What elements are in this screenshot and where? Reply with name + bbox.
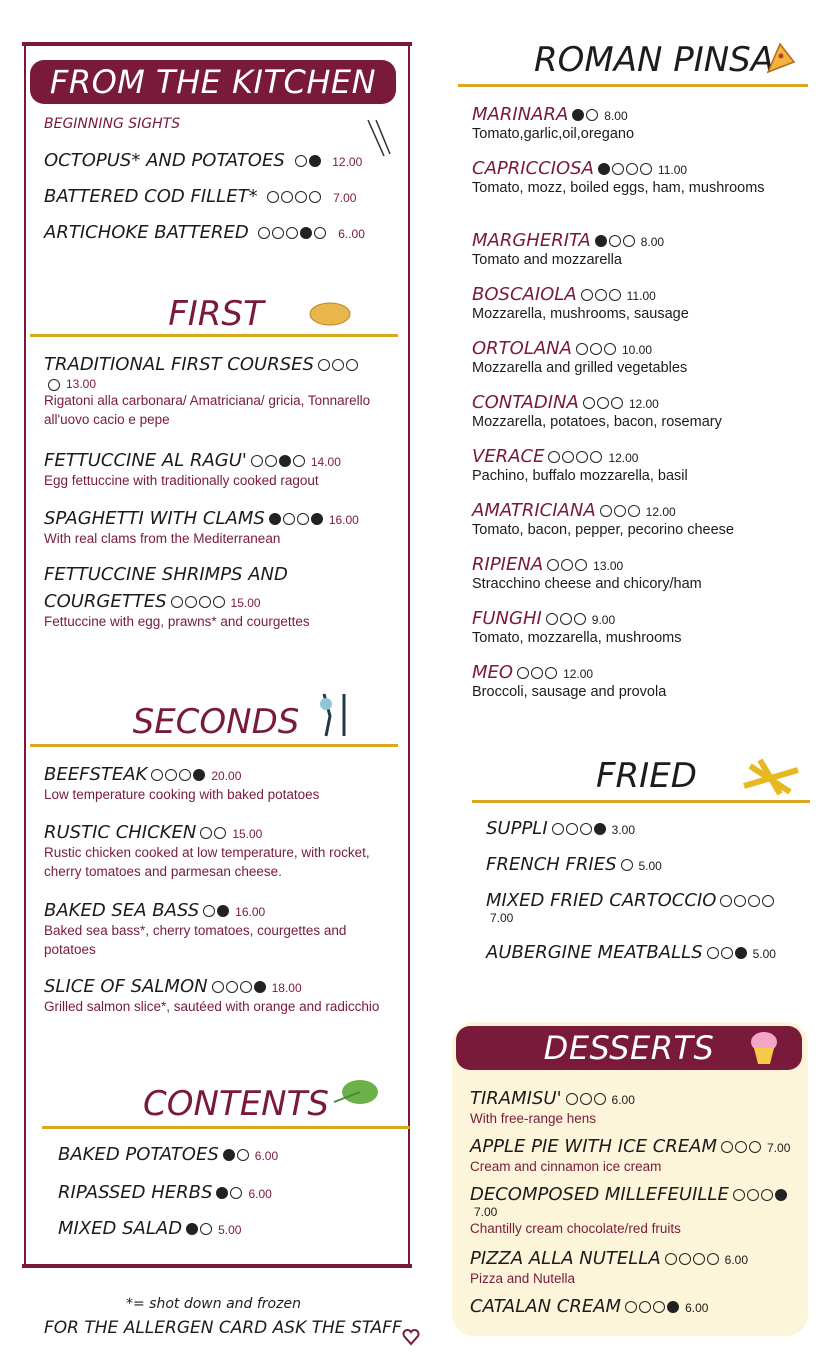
seconds-item: SLICE OF SALMON 18.00 Grilled salmon slice*, sautéed with orange and radicchio [44, 976, 380, 1014]
ravioli-icon [308, 300, 352, 328]
allergen-icons [251, 455, 305, 467]
allergen-icons [517, 667, 557, 679]
allergen-icons [216, 1187, 242, 1199]
pinsa-item: MARINARA 8.00 Tomato,garlic,oil,oregano [472, 104, 635, 142]
pinsa-item: ORTOLANA 10.00 Mozzarella and grilled vegetables [472, 338, 688, 376]
allergen-icons [720, 895, 774, 907]
kitchen-item: OCTOPUS* AND POTATOES 12.00 [44, 150, 363, 171]
allergen-icons [203, 905, 229, 917]
pinsa-item: VERACE 12.00 Pachino, buffalo mozzarella, basil [472, 446, 688, 484]
fried-item: FRENCH FRIES 5.00 [486, 854, 662, 875]
allergen-icons [576, 343, 616, 355]
kitchen-subtitle: BEGINNING SIGHTS [44, 116, 181, 132]
desserts-list [470, 1088, 800, 1317]
cutlery-icon [362, 118, 394, 158]
contents-item: BAKED POTATOES 6.00 [58, 1144, 279, 1165]
fried-item: SUPPLI 3.00 [486, 818, 636, 839]
seconds-title: SECONDS [132, 702, 300, 742]
allergen-icons [721, 1141, 761, 1153]
dessert-item: APPLE PIE WITH ICE CREAM 7.00 Cream and cinnamon ice cream [470, 1136, 791, 1174]
allergen-icons [548, 451, 602, 463]
allergen-icons [583, 397, 623, 409]
allergen-icons [318, 359, 358, 371]
cutlery-icon [314, 690, 358, 740]
contents-item: RIPASSED HERBS 6.00 [58, 1182, 272, 1203]
first-item: SPAGHETTI WITH CLAMS 16.00 With real clams from the Mediterranean [44, 508, 359, 546]
pinsa-item: CONTADINA 12.00 Mozzarella, potatoes, bacon, rosemary [472, 392, 722, 430]
allergen-icons [186, 1223, 212, 1235]
leaf-icon [332, 1076, 382, 1110]
allergen-icons [581, 289, 621, 301]
allergen-icons [598, 163, 652, 175]
fries-icon [740, 756, 802, 796]
contents-item: MIXED SALAD 5.00 [58, 1218, 242, 1239]
pizza-slice-icon [764, 42, 798, 76]
allergen-icons [552, 823, 606, 835]
allergen-icons [212, 981, 266, 993]
allergen-icons [665, 1253, 719, 1265]
allergen-icons [600, 505, 640, 517]
pinsa-item: MEO 12.00 Broccoli, sausage and provola [472, 662, 667, 700]
fried-title: FRIED [596, 756, 697, 796]
dessert-item: TIRAMISU' 6.00 With free-range hens [470, 1088, 635, 1126]
fried-divider [472, 800, 810, 803]
fried-item: MIXED FRIED CARTOCCIO 7.00 [486, 890, 786, 925]
allergen-icons [621, 859, 633, 871]
seconds-item: RUSTIC CHICKEN 15.00 Rustic chicken cooked at low temperature, with rocket, cherry tomatoes and parmesan cheese. [44, 822, 370, 879]
allergen-icons [269, 513, 323, 525]
kitchen-title: FROM THE KITCHEN [30, 60, 396, 104]
pinsa-list [472, 104, 812, 716]
dessert-item: PIZZA ALLA NUTELLA 6.00 Pizza and Nutella [470, 1248, 749, 1286]
fried-item: AUBERGINE MEATBALLS 5.00 [486, 942, 776, 963]
pinsa-item: CAPRICCIOSA 11.00 Tomato, mozz, boiled eggs, ham, mushrooms [472, 158, 765, 196]
allergen-icons [595, 235, 635, 247]
allergen-note: FOR THE ALLERGEN CARD ASK THE STAFF [44, 1318, 402, 1338]
pinsa-item: RIPIENA 13.00 Stracchino cheese and chicory/ham [472, 554, 702, 592]
pinsa-title: ROMAN PINSA [534, 40, 775, 80]
allergen-icons [200, 827, 226, 839]
contents-divider [42, 1126, 410, 1129]
allergen-icons [547, 559, 587, 571]
allergen-icons [48, 379, 60, 391]
allergen-icons [295, 155, 321, 167]
kitchen-item: BATTERED COD FILLET* 7.00 [44, 186, 357, 207]
allergen-icons [625, 1301, 679, 1313]
seconds-item: BEEFSTEAK 20.00 Low temperature cooking with baked potatoes [44, 764, 320, 802]
kitchen-item: ARTICHOKE BATTERED 6..00 [44, 222, 365, 243]
pinsa-item: AMATRICIANA 12.00 Tomato, bacon, pepper, pecorino cheese [472, 500, 734, 538]
allergen-icons [258, 227, 326, 239]
frozen-note: *= shot down and frozen [126, 1296, 301, 1312]
allergen-icons [171, 596, 225, 608]
first-item: FETTUCCINE AL RAGU' 14.00 Egg fettuccine with traditionally cooked ragout [44, 450, 341, 488]
seconds-divider [30, 744, 398, 747]
heart-icon [402, 1328, 420, 1346]
pinsa-divider [458, 84, 808, 87]
seconds-item: BAKED SEA BASS 16.00 Baked sea bass*, cherry tomatoes, courgettes and potatoes [44, 900, 347, 957]
first-divider [30, 334, 398, 337]
pinsa-item: BOSCAIOLA 11.00 Mozzarella, mushrooms, sausage [472, 284, 689, 322]
contents-title: CONTENTS [143, 1084, 329, 1124]
first-title: FIRST [168, 294, 264, 334]
pinsa-item: FUNGHI 9.00 Tomato, mozzarella, mushrooms [472, 608, 682, 646]
allergen-icons [267, 191, 321, 203]
allergen-icons [707, 947, 747, 959]
desserts-title: DESSERTS [456, 1026, 802, 1070]
allergen-icons [566, 1093, 606, 1105]
first-item: FETTUCCINE SHRIMPS AND COURGETTES 15.00 Fettuccine with egg, prawns* and courgettes [44, 564, 310, 629]
allergen-icons [546, 613, 586, 625]
dessert-item: DECOMPOSED MILLEFEUILLE 7.00 Chantilly cream chocolate/red fruits [470, 1184, 800, 1248]
first-item: TRADITIONAL FIRST COURSES 13.00 Rigatoni alla carbonara/ Amatriciana/ gricia, Tonnarello all'uovo cacio e pepe [44, 354, 371, 427]
allergen-icons [733, 1189, 787, 1201]
allergen-icons [572, 109, 598, 121]
pinsa-item: MARGHERITA 8.00 Tomato and mozzarella [472, 230, 665, 268]
dessert-item: CATALAN CREAM 6.00 [470, 1296, 709, 1317]
allergen-icons [223, 1149, 249, 1161]
left-menu-panel [24, 44, 410, 1266]
allergen-icons [151, 769, 205, 781]
cupcake-icon [748, 1030, 780, 1066]
